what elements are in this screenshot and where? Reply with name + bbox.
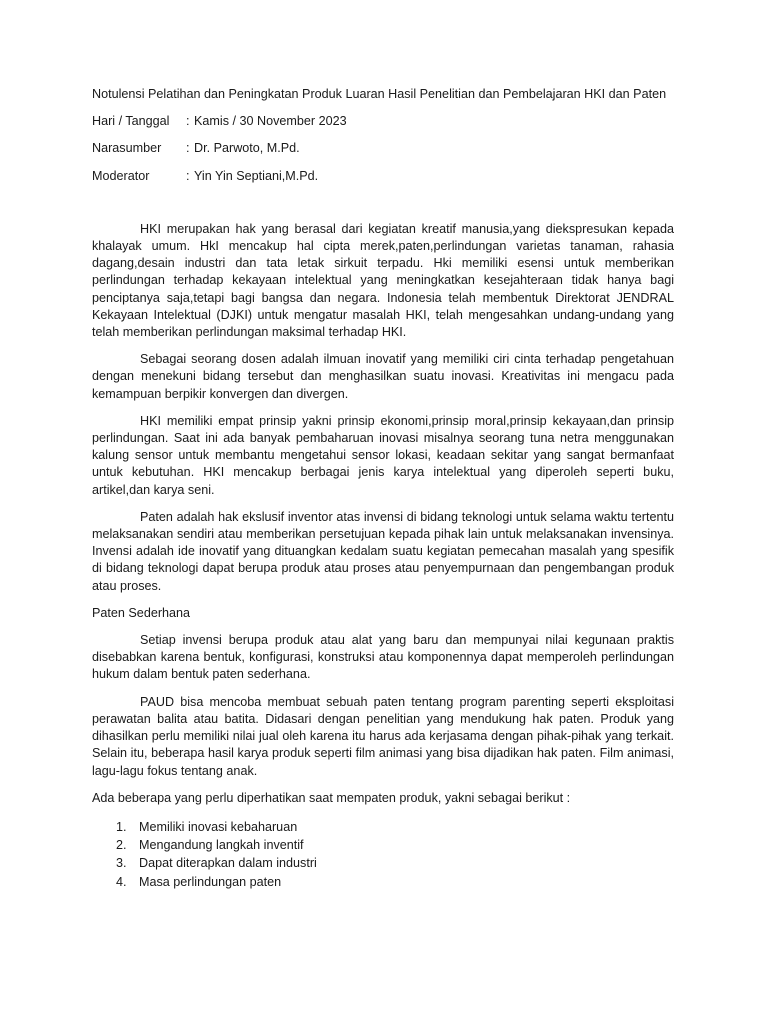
meta-label: Narasumber bbox=[92, 141, 162, 156]
meta-separator: : bbox=[186, 114, 190, 129]
paragraph-dosen: Sebagai seorang dosen adalah ilmuan inovatif yang memiliki ciri cinta terhadap pengetahuan dengan menekuni bidang tersebut dan menghasilkan suatu inovasi. Kreativitas ini mengacu pada kemampuan berpikir konvergen dan divergen. bbox=[92, 352, 674, 401]
meta-row-date bbox=[92, 113, 674, 130]
list-number: 4. bbox=[116, 874, 127, 889]
meta-row-moderator bbox=[92, 168, 674, 185]
meta-label: Hari / Tanggal bbox=[92, 114, 170, 129]
list-intro: Ada beberapa yang perlu diperhatikan saat mempaten produk, yakni sebagai berikut : bbox=[92, 790, 571, 805]
document-title: Notulensi Pelatihan dan Peningkatan Produk Luaran Hasil Penelitian dan Pembelajaran HKI dan Paten bbox=[92, 87, 667, 101]
meta-value: Yin Yin Septiani,M.Pd. bbox=[194, 168, 319, 183]
paragraph-paten: Paten adalah hak ekslusif inventor atas invensi di bidang teknologi untuk selama waktu tertentu melaksanakan sendiri atau memberikan persetujuan kepada pihak lain untuk melaksanakan invensinya. Invensi adalah ide inovatif yang dituangkan kedalam suatu kegiatan pemecahan masalah yang spesifik di bidang teknologi dapat berupa produk atau proses atau penyempurnaan dan pengembangan produk atau proses. bbox=[92, 509, 674, 593]
section-heading: Paten Sederhana bbox=[92, 605, 191, 620]
paragraph-invensi: Setiap invensi berupa produk atau alat yang baru dan mempunyai nilai kegunaan praktis disebabkan karena bentuk, konfigurasi, konstruksi atau komponennya dapat memperoleh perlindungan hukum dalam bentuk paten sederhana. bbox=[92, 633, 674, 682]
paragraph-prinsip: HKI memiliki empat prinsip yakni prinsip ekonomi,prinsip moral,prinsip kekayaan,dan prinsip perlindungan. Saat ini ada banyak pembaharuan inovasi misalnya seorang tuna netra menggunakan kalung sensor untuk membantu mengetahui sensor lokasi, keadaan sekitar yang sangat bermanfaat untuk kebutuhan. HKI mencakup berbagai jenis karya intelektual yang diperoleh seperti buku, artikel,dan karya seni. bbox=[92, 413, 674, 497]
requirements-list bbox=[92, 819, 674, 891]
meta-label: Moderator bbox=[92, 168, 150, 183]
spacer bbox=[92, 195, 674, 221]
meta-separator: : bbox=[186, 141, 190, 156]
list-text: Dapat diterapkan dalam industri bbox=[139, 856, 317, 871]
list-number: 1. bbox=[116, 819, 127, 834]
paragraph-paud: PAUD bisa mencoba membuat sebuah paten tentang program parenting seperti eksploitasi perawatan balita atau batita. Didasari dengan penelitian yang mendukung hak paten. Produk yang dihasilkan perlu memiliki nilai jual oleh karena itu harus ada kerjasama dengan pihak-pihak yang terkait. Selain itu, beberapa hasil karya produk seperti film animasi yang bisa dijadikan hak paten. Film animasi, lagu-lagu fokus tentang anak. bbox=[92, 694, 674, 778]
list-item bbox=[92, 837, 674, 854]
list-number: 2. bbox=[116, 838, 127, 853]
list-text: Memiliki inovasi kebaharuan bbox=[139, 819, 298, 834]
meta-value: Kamis / 30 November 2023 bbox=[194, 114, 347, 129]
list-text: Mengandung langkah inventif bbox=[139, 838, 304, 853]
list-item bbox=[92, 819, 674, 836]
paragraph-hki: HKI merupakan hak yang berasal dari kegiatan kreatif manusia,yang diekspresukan kepada khalayak umum. HkI mencakup hal cipta merek,paten,perlindungan varietas tanaman, rahasia dagang,desain industri dan tata letak sirkuit terpadu. Hki memiliki esensi untuk memberikan perlindungan terhadap kekayaan intelektual yang meningkatkan kesejahteraan tidak hanya bagi penciptanya saja,tetapi bagi bangsa dan negara. Indonesia telah membentuk Direktorat JENDRAL Kekayaan Intelektual (DJKI) untuk mengatur masalah HKI, telah mengesahkan undang-undang yang telah memberikan perlindungan maksimal terhadap HKI. bbox=[92, 221, 674, 340]
list-item bbox=[92, 855, 674, 872]
list-text: Masa perlindungan paten bbox=[139, 874, 282, 889]
meta-row-speaker bbox=[92, 140, 674, 157]
list-number: 3. bbox=[116, 856, 127, 871]
meta-value: Dr. Parwoto, M.Pd. bbox=[194, 141, 300, 156]
list-item bbox=[92, 874, 674, 891]
meta-separator: : bbox=[186, 168, 190, 183]
document-page bbox=[92, 86, 674, 892]
